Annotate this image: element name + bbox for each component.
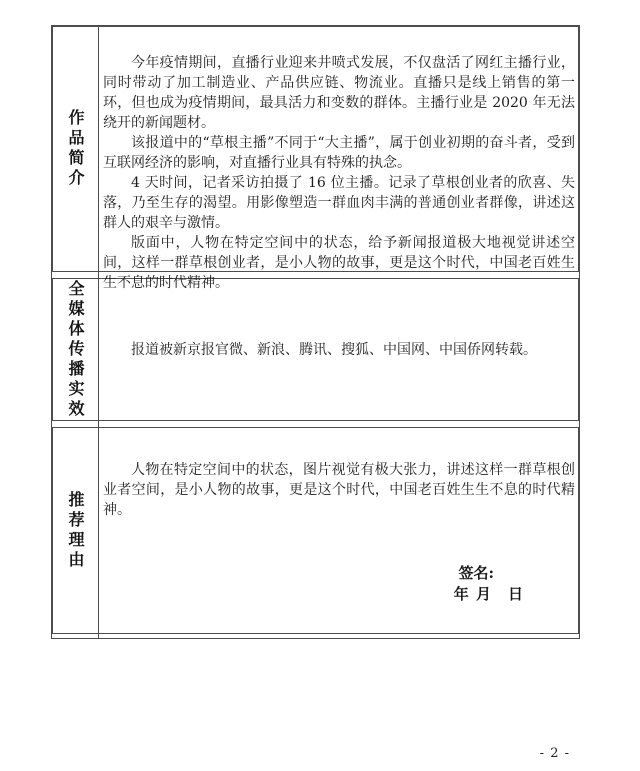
paragraph: 4 天时间，记者采访拍摄了 16 位主播。记录了草根创业者的欣喜、失落，乃至生存的渴望。用影像塑造一群血肉丰满的普通创业者群像，讲述这群人的艰辛与激情。 — [103, 175, 575, 231]
paragraph: 人物在特定空间中的状态，图片视觉有极大张力，讲述这样一群草根创业者空间，是小人物的故事，更是这个时代，中国老百姓生生不息的时代精神。 — [103, 462, 575, 518]
row-label-media-effect: 全媒体传播实效 — [66, 279, 85, 420]
signature-block — [99, 563, 578, 605]
work-introduction-content — [99, 27, 578, 291]
row-label-cell — [53, 279, 99, 420]
table-row-media-effect — [52, 278, 579, 421]
paragraph: 报道被新京报官微、新浪、腾讯、搜狐、中国网、中国侨网转载。 — [131, 341, 537, 358]
row-label-recommendation: 推荐理由 — [66, 490, 85, 571]
table-row-recommendation — [52, 427, 579, 634]
row-label-work-introduction: 作品简介 — [66, 109, 85, 189]
row-label-cell — [53, 428, 99, 633]
recommendation-content — [99, 428, 578, 633]
page-number: - 2 - — [539, 746, 570, 761]
row-label-cell — [53, 27, 99, 271]
signature-date-line: 年 月 日 — [453, 585, 524, 603]
paragraph: 该报道中的“草根主播”不同于“大主播”，属于创业初期的奋斗者，受到互联网经济的影响，对直播行业具有特殊的执念。 — [103, 135, 575, 171]
paragraph: 版面中，人物在特定空间中的状态，给予新闻报道极大地视觉讲述空间，这样一群草根创业者，是小人物的故事，更是这个时代，中国老百姓生生不息的时代精神。 — [103, 235, 575, 291]
media-effect-content — [99, 279, 578, 420]
paragraph: 今年疫情期间，直播行业迎来井喷式发展，不仅盘活了网红主播行业，同时带动了加工制造业、产品供应链、物流业。直播只是线上销售的第一环，但也成为疫情期间，最具活力和变数的群体。主播行业是 2020 年无法绕开的新闻题材。 — [103, 55, 575, 131]
table-row-work-introduction — [52, 26, 579, 291]
signature-label: 签名: — [458, 564, 494, 582]
application-form-table — [51, 25, 580, 639]
